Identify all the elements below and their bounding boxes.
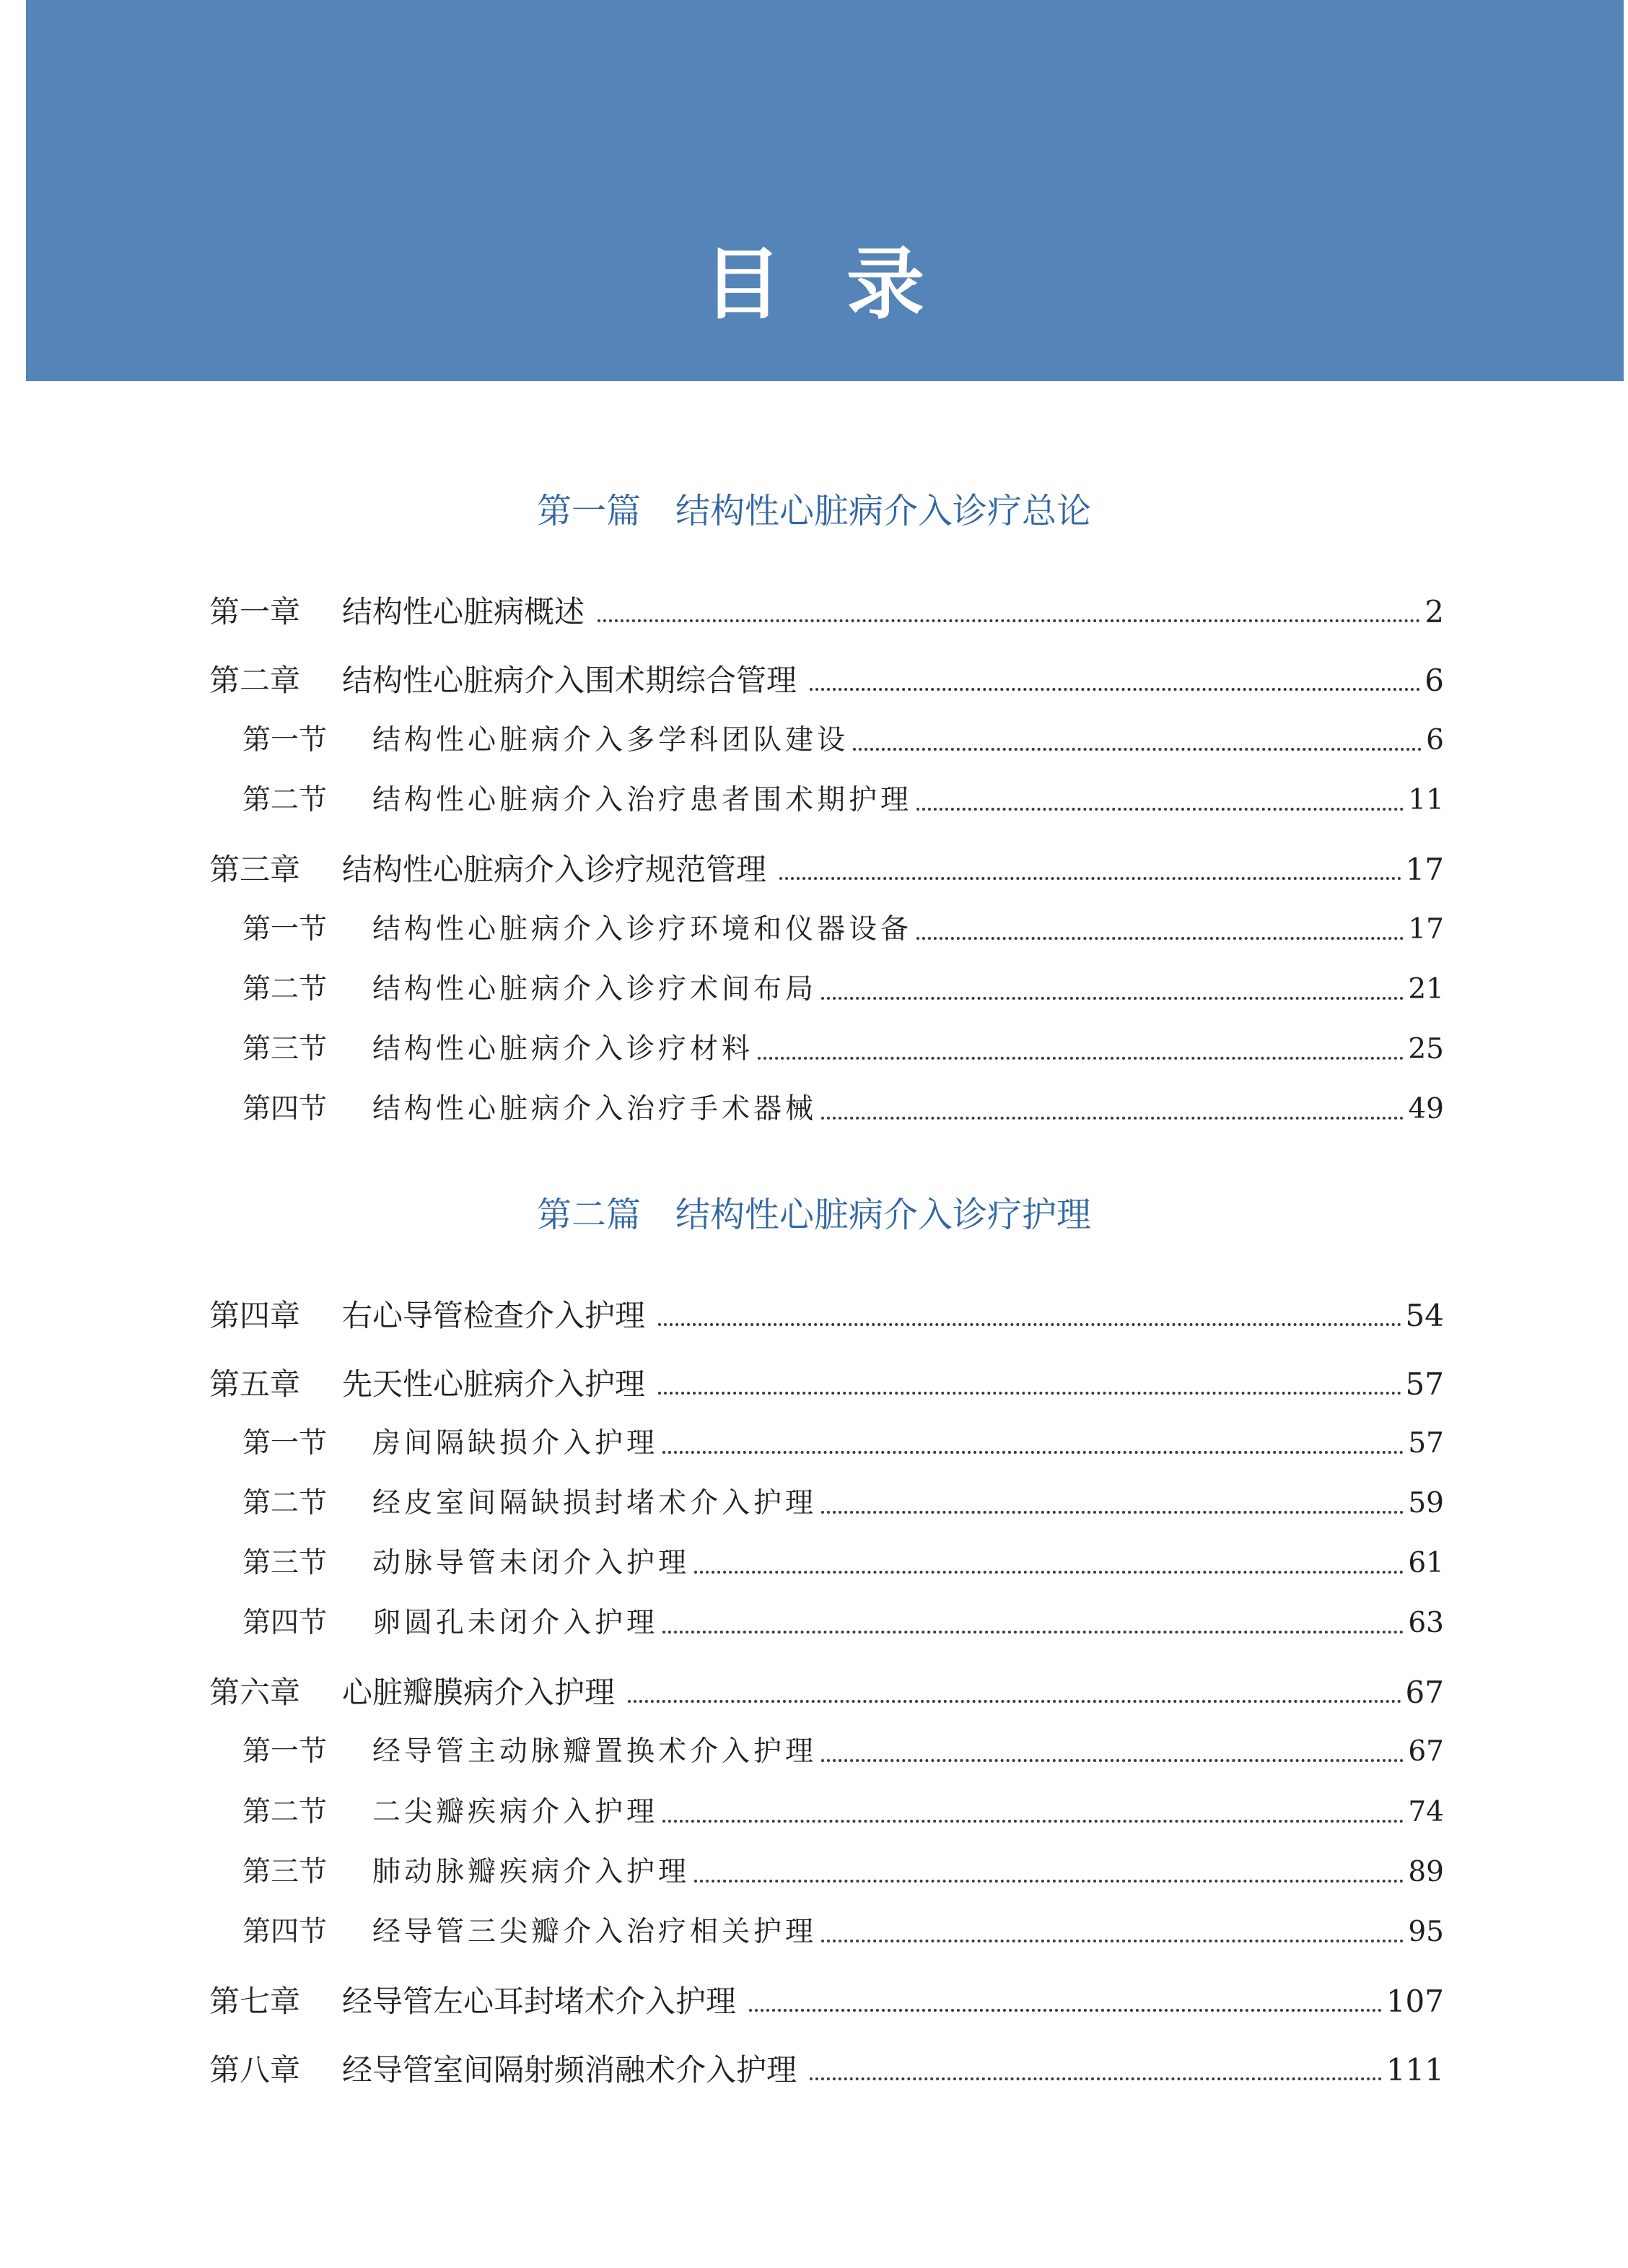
toc-entry-title: 经导管三尖瓣介入治疗相关护理: [372, 1916, 818, 1948]
toc-entry-number: 第五章: [209, 1366, 301, 1402]
dot-leader: [662, 1451, 1404, 1454]
toc-entry-page: 57: [1405, 1366, 1444, 1402]
toc-entry-number: 第三节: [242, 1856, 328, 1888]
toc-entry-page: 54: [1405, 1298, 1444, 1333]
toc-entry-title: 结构性心脏病介入诊疗规范管理: [342, 852, 767, 887]
toc-entry[interactable]: [242, 781, 1444, 820]
toc-entry[interactable]: [209, 660, 1444, 701]
toc-entry-number: 第二节: [242, 1487, 328, 1519]
toc-entry-number: 第四节: [242, 1916, 328, 1948]
dot-leader: [821, 1940, 1404, 1942]
toc-entry-number: 第七章: [209, 1984, 301, 2019]
toc-entry-number: 第四节: [242, 1093, 328, 1125]
toc-entry-title: 结构性心脏病介入多学科团队建设: [372, 724, 849, 756]
toc-entry-title: 卵圆孔未闭介入护理: [372, 1607, 659, 1639]
toc-entry-page: 74: [1408, 1796, 1444, 1828]
toc-entry[interactable]: [209, 1364, 1444, 1405]
toc-entry[interactable]: [242, 721, 1444, 760]
toc-entry-title: 经导管室间隔射频消融术介入护理: [342, 2052, 797, 2088]
toc-entry-page: 25: [1408, 1033, 1444, 1065]
toc-entry-page: 95: [1408, 1916, 1444, 1948]
toc-entry-number: 第三节: [242, 1033, 328, 1065]
toc-entry-number: 第二章: [209, 663, 301, 698]
toc-entry-number: 第一节: [242, 1427, 328, 1460]
header-banner: [26, 0, 1624, 381]
toc-entry[interactable]: [209, 592, 1444, 632]
toc-entry-page: 11: [1408, 784, 1444, 816]
toc-entry-page: 17: [1405, 852, 1444, 887]
toc-entry-title: 结构性心脏病介入诊疗材料: [372, 1033, 754, 1065]
toc-entry[interactable]: [242, 1604, 1444, 1643]
page-title: 目录: [703, 240, 989, 330]
toc-entry-title: 结构性心脏病介入治疗患者围术期护理: [372, 784, 913, 816]
toc-entry[interactable]: [242, 970, 1444, 1009]
dot-leader: [658, 1392, 1401, 1395]
toc-entry[interactable]: [242, 910, 1444, 949]
toc-entry-page: 57: [1408, 1427, 1444, 1460]
dot-leader: [821, 1759, 1404, 1762]
toc-entry-page: 6: [1424, 663, 1444, 698]
toc-entry-number: 第一节: [242, 913, 328, 946]
toc-entry-number: 第八章: [209, 2052, 301, 2088]
toc-entry-title: 经皮室间隔缺损封堵术介入护理: [372, 1487, 818, 1519]
toc-entry[interactable]: [242, 1090, 1444, 1129]
dot-leader: [779, 877, 1401, 880]
toc-entry-page: 89: [1408, 1856, 1444, 1888]
toc-entry-title: 动脉导管未闭介入护理: [372, 1547, 691, 1579]
toc-entry-number: 第一节: [242, 1735, 328, 1768]
toc-entry-number: 第四章: [209, 1298, 301, 1333]
toc-entry-number: 第三章: [209, 852, 301, 887]
dot-leader: [628, 1700, 1401, 1703]
toc-entry-title: 结构性心脏病介入诊疗术间布局: [372, 973, 818, 1006]
toc-entry-number: 第二节: [242, 784, 328, 816]
toc-entry-page: 2: [1424, 594, 1444, 629]
dot-leader: [658, 1323, 1401, 1326]
part-heading-1: 第一篇 结构性心脏病介入诊疗总论: [536, 491, 1091, 531]
toc-entry[interactable]: [209, 1981, 1444, 2022]
toc-entry-title: 心脏瓣膜病介入护理: [342, 1675, 616, 1710]
dot-leader: [662, 1631, 1404, 1634]
toc-entry-page: 107: [1386, 1984, 1444, 2019]
dot-leader: [810, 2077, 1382, 2080]
toc-entry-number: 第二节: [242, 973, 328, 1006]
toc-entry-page: 61: [1408, 1547, 1444, 1579]
toc-entry[interactable]: [209, 1296, 1444, 1336]
toc-entry-number: 第二节: [242, 1796, 328, 1828]
toc-entry-number: 第六章: [209, 1675, 301, 1710]
toc-entry[interactable]: [242, 1484, 1444, 1523]
toc-entry-page: 111: [1386, 2052, 1444, 2088]
toc-entry[interactable]: [209, 2050, 1444, 2090]
toc-entry-title: 结构性心脏病介入围术期综合管理: [342, 663, 797, 698]
toc-entry-page: 6: [1426, 724, 1444, 756]
dot-leader: [916, 808, 1404, 811]
dot-leader: [598, 619, 1420, 622]
toc-entry-title: 结构性心脏病介入治疗手术器械: [372, 1093, 818, 1125]
toc-entry-number: 第三节: [242, 1547, 328, 1579]
toc-entry-number: 第四节: [242, 1607, 328, 1639]
toc-entry-title: 经导管左心耳封堵术介入护理: [342, 1984, 737, 2019]
toc-entry-number: 第一节: [242, 724, 328, 756]
part-heading-2: 第二篇 结构性心脏病介入诊疗护理: [536, 1195, 1091, 1235]
toc-entry-number: 第一章: [209, 594, 301, 629]
dot-leader: [662, 1820, 1404, 1823]
dot-leader: [821, 1511, 1404, 1514]
toc-entry-title: 结构性心脏病概述: [342, 594, 585, 629]
toc-entry-page: 67: [1405, 1675, 1444, 1710]
dot-leader: [749, 2009, 1382, 2012]
toc-entry[interactable]: [242, 1793, 1444, 1832]
toc-entry-page: 59: [1408, 1487, 1444, 1519]
toc-entry[interactable]: [242, 1732, 1444, 1771]
toc-entry[interactable]: [242, 1853, 1444, 1892]
toc-entry-title: 肺动脉瓣疾病介入护理: [372, 1856, 691, 1888]
toc-entry[interactable]: [209, 850, 1444, 890]
toc-entry-page: 49: [1408, 1093, 1444, 1125]
toc-entry-page: 21: [1408, 973, 1444, 1006]
toc-entry-page: 67: [1408, 1735, 1444, 1768]
toc-entry[interactable]: [242, 1544, 1444, 1583]
toc-entry[interactable]: [209, 1672, 1444, 1713]
toc-entry[interactable]: [242, 1424, 1444, 1463]
dot-leader: [758, 1057, 1404, 1060]
toc-entry-page: 17: [1408, 913, 1444, 946]
dot-leader: [810, 688, 1420, 691]
toc-entry-title: 二尖瓣疾病介入护理: [372, 1796, 659, 1828]
toc-entry-title: 先天性心脏病介入护理: [342, 1366, 646, 1402]
toc-entry-title: 结构性心脏病介入诊疗环境和仪器设备: [372, 913, 913, 946]
toc-entry-page: 63: [1408, 1607, 1444, 1639]
toc-entry[interactable]: [242, 1030, 1444, 1069]
toc-entry-title: 经导管主动脉瓣置换术介入护理: [372, 1735, 818, 1768]
toc-entry[interactable]: [242, 1913, 1444, 1952]
dot-leader: [853, 748, 1422, 751]
dot-leader: [821, 1117, 1404, 1120]
dot-leader: [821, 997, 1404, 1000]
dot-leader: [916, 937, 1404, 940]
dot-leader: [694, 1880, 1404, 1883]
dot-leader: [694, 1571, 1404, 1574]
toc-entry-title: 房间隔缺损介入护理: [372, 1427, 659, 1460]
toc-entry-title: 右心导管检查介入护理: [342, 1298, 646, 1333]
